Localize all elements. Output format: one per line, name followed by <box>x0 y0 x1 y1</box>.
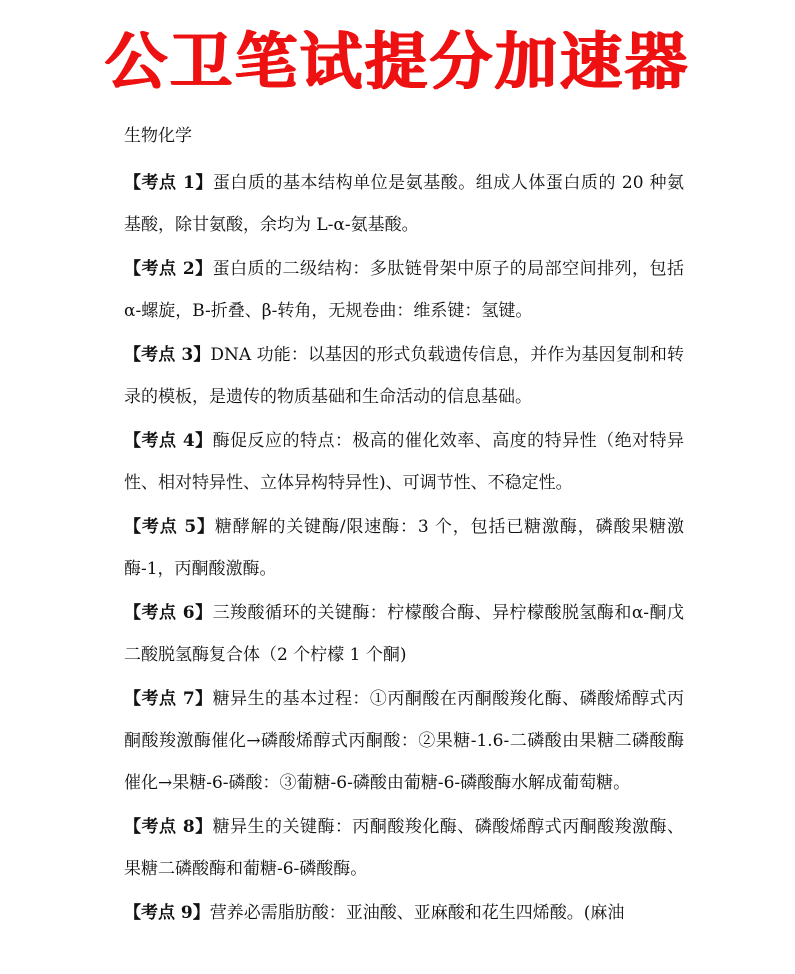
content-body <box>124 118 684 936</box>
exam-point-tag: 【考点 3】 <box>124 345 211 365</box>
exam-point-4 <box>124 420 684 504</box>
exam-point-tag: 【考点 1】 <box>124 173 213 193</box>
exam-point-tag: 【考点 9】 <box>124 903 210 923</box>
exam-point-text: 蛋白质的基本结构单位是氨基酸。组成人体蛋白质的 20 种氨基酸，除甘氨酸，余均为 L-α-氨基酸。 <box>124 173 684 235</box>
exam-point-1 <box>124 162 684 246</box>
exam-point-text: 糖异生的关键酶：丙酮酸羧化酶、磷酸烯醇式丙酮酸羧激酶、果糖二磷酸酶和葡糖-6-磷酸酶。 <box>124 817 684 879</box>
exam-point-tag: 【考点 6】 <box>124 603 213 623</box>
exam-point-tag: 【考点 5】 <box>124 517 215 537</box>
exam-point-8 <box>124 806 684 890</box>
exam-point-6 <box>124 592 684 676</box>
exam-point-text: 糖酵解的关键酶/限速酶：3 个，包括已糖激酶，磷酸果糖激酶-1，丙酮酸激酶。 <box>124 517 684 579</box>
exam-point-5 <box>124 506 684 590</box>
exam-point-tag: 【考点 2】 <box>124 259 213 279</box>
exam-point-text: DNA 功能：以基因的形式负载遗传信息，并作为基因复制和转录的模板，是遗传的物质基础和生命活动的信息基础。 <box>124 345 684 407</box>
exam-point-tag: 【考点 7】 <box>124 689 213 709</box>
exam-point-2 <box>124 248 684 332</box>
subject-heading: 生物化学 <box>124 126 192 146</box>
exam-point-tag: 【考点 4】 <box>124 431 213 451</box>
exam-point-text: 营养必需脂肪酸：亚油酸、亚麻酸和花生四烯酸。(麻油 <box>209 903 625 923</box>
exam-point-tag: 【考点 8】 <box>124 817 213 837</box>
page-title: 公卫笔试提分加速器 <box>104 25 690 98</box>
exam-point-text: 三羧酸循环的关键酶：柠檬酸合酶、异柠檬酸脱氢酶和α-酮戊二酸脱氢酶复合体（2 个柠檬 1 个酮) <box>124 603 684 665</box>
exam-point-text: 酶促反应的特点：极高的催化效率、高度的特异性（绝对特异性、相对特异性、立体异构特异性)、可调节性、不稳定性。 <box>124 431 684 493</box>
exam-point-9 <box>124 892 684 934</box>
exam-point-text: 糖异生的基本过程：①丙酮酸在丙酮酸羧化酶、磷酸烯醇式丙酮酸羧激酶催化→磷酸烯醇式丙酮酸：②果糖-1.6-二磷酸由果糖二磷酸酶催化→果糖-6-磷酸：③葡糖-6-磷酸由葡糖-6-磷酸酶水解成葡萄糖。 <box>124 689 684 793</box>
exam-point-text: 蛋白质的二级结构：多肽链骨架中原子的局部空间排列，包括α-螺旋，B-折叠、β-转角，无规卷曲：维系键：氢键。 <box>124 259 684 321</box>
exam-point-7 <box>124 678 684 804</box>
exam-point-3 <box>124 334 684 418</box>
